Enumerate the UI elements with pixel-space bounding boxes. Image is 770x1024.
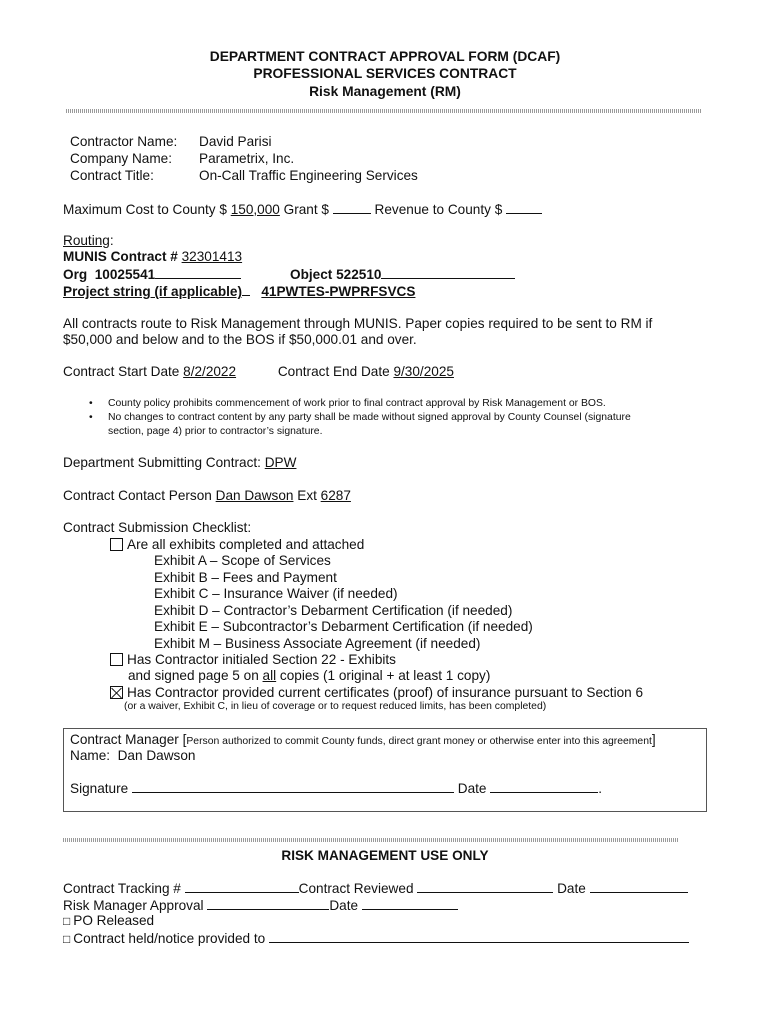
insurance-note: (or a waiver, Exhibit C, in lieu of coverage or to request reduced limits, has been completed) bbox=[124, 701, 547, 712]
contact-ext-value: 6287 bbox=[320, 488, 351, 503]
tracking-blank[interactable] bbox=[185, 880, 299, 893]
end-date-label: Contract End Date bbox=[277, 364, 390, 379]
manager-line bbox=[70, 732, 656, 749]
checklist-item-exhibits bbox=[110, 537, 364, 554]
object-line bbox=[290, 266, 515, 284]
manager-name-label: Name: bbox=[70, 748, 111, 763]
bullet-dot-1: • bbox=[89, 398, 93, 409]
signature-label: Signature bbox=[70, 781, 129, 796]
exhibit-b: Exhibit B – Fees and Payment bbox=[154, 570, 337, 585]
manager-name-line bbox=[70, 748, 195, 765]
exhibit-e: Exhibit E – Subcontractor’s Debarment Certification (if needed) bbox=[154, 619, 533, 634]
approval-date-blank[interactable] bbox=[362, 897, 458, 910]
manager-note: Person authorized to commit County funds, direct grant money or otherwise enter into this agreement bbox=[186, 736, 652, 747]
project-blank bbox=[242, 283, 250, 296]
department-label: Department Submitting Contract: bbox=[63, 455, 261, 470]
exhibit-d: Exhibit D – Contractor’s Debarment Certification (if needed) bbox=[154, 603, 513, 618]
route-note-line1: All contracts route to Risk Management through MUNIS. Paper copies required to be sent to RM if bbox=[63, 316, 653, 331]
tracking-date-blank[interactable] bbox=[590, 880, 688, 893]
munis-value: 32301413 bbox=[181, 249, 243, 264]
approval-line bbox=[63, 897, 458, 915]
revenue-blank[interactable] bbox=[506, 201, 542, 214]
contract-held-blank[interactable] bbox=[269, 930, 689, 943]
revenue-label: Revenue to County $ bbox=[374, 202, 503, 217]
company-name-label: Company Name: bbox=[70, 151, 172, 166]
contract-held-line bbox=[63, 930, 689, 948]
object-label: Object 522510 bbox=[290, 267, 382, 282]
approval-date-label: Date bbox=[329, 898, 359, 913]
approval-blank[interactable] bbox=[207, 897, 329, 910]
end-date-value: 9/30/2025 bbox=[393, 364, 454, 379]
initialed-line2 bbox=[128, 668, 490, 685]
project-line bbox=[63, 283, 415, 301]
reviewed-blank[interactable] bbox=[417, 880, 553, 893]
tracking-label: Contract Tracking # bbox=[63, 881, 181, 896]
exhibits-label: Are all exhibits completed and attached bbox=[127, 537, 365, 552]
initialed-line2-pre: and signed page 5 on bbox=[128, 668, 263, 683]
object-blank[interactable] bbox=[381, 266, 515, 279]
insurance-label: Has Contractor provided current certificates (proof) of insurance pursuant to Section 6 bbox=[127, 685, 644, 700]
divider-hatch-top bbox=[66, 109, 702, 113]
exhibits-checkbox[interactable] bbox=[110, 538, 123, 551]
initialed-line2-all: all bbox=[262, 668, 277, 683]
routing-label: Routing bbox=[63, 233, 110, 248]
signature-line bbox=[70, 780, 602, 798]
route-note-line2: $50,000 and below and to the BOS if $50,000.01 and over. bbox=[63, 332, 417, 347]
exhibit-c: Exhibit C – Insurance Waiver (if needed) bbox=[154, 586, 398, 601]
initialed-line2-post: copies (1 original + at least 1 copy) bbox=[276, 668, 491, 683]
initialed-label: Has Contractor initialed Section 22 - Exhibits bbox=[127, 652, 396, 667]
form-title: DEPARTMENT CONTRACT APPROVAL FORM (DCAF) bbox=[209, 49, 561, 64]
grant-blank[interactable] bbox=[333, 201, 371, 214]
checklist-heading: Contract Submission Checklist: bbox=[63, 520, 252, 535]
form-subtitle: PROFESSIONAL SERVICES CONTRACT bbox=[253, 66, 517, 81]
manager-name-value: Dan Dawson bbox=[117, 748, 196, 763]
manager-date-blank[interactable] bbox=[490, 780, 598, 793]
munis-line bbox=[63, 249, 282, 266]
project-label: Project string (if applicable) bbox=[63, 284, 243, 299]
contractor-name-value: David Parisi bbox=[199, 134, 272, 149]
exhibit-m: Exhibit M – Business Associate Agreement (if needed) bbox=[154, 636, 481, 651]
insurance-checkbox[interactable] bbox=[110, 686, 123, 699]
contract-held-checkbox[interactable]: □ bbox=[63, 932, 71, 946]
cost-line bbox=[63, 201, 542, 219]
max-cost-label: Maximum Cost to County $ bbox=[63, 202, 227, 217]
po-released-label: PO Released bbox=[73, 913, 155, 928]
org-blank[interactable] bbox=[155, 266, 241, 279]
tracking-line bbox=[63, 880, 688, 898]
contract-title-value: On-Call Traffic Engineering Services bbox=[199, 168, 418, 183]
project-value: 41PWTES-PWPRFSVCS bbox=[261, 284, 416, 299]
contract-title-label: Contract Title: bbox=[70, 168, 154, 183]
manager-close: ] bbox=[651, 732, 656, 747]
max-cost-value: 150,000 bbox=[230, 202, 280, 217]
org-value: 10025541 bbox=[94, 267, 156, 282]
manager-date-label: Date bbox=[457, 781, 487, 796]
dates-line bbox=[63, 364, 492, 381]
contractor-name-label: Contractor Name: bbox=[70, 134, 178, 149]
po-released-checkbox[interactable]: □ bbox=[63, 914, 71, 928]
signature-blank[interactable] bbox=[132, 780, 454, 793]
company-name-value: Parametrix, Inc. bbox=[199, 151, 295, 166]
reviewed-label: Contract Reviewed bbox=[298, 881, 414, 896]
start-date-value: 8/2/2022 bbox=[183, 364, 237, 379]
grant-label: Grant $ bbox=[283, 202, 329, 217]
policy-bullet-2-line1: No changes to contract content by any party shall be made without signed approval by County Counsel (signature bbox=[108, 412, 631, 423]
contact-ext-label: Ext bbox=[297, 488, 317, 503]
po-released-line bbox=[63, 913, 154, 930]
contact-line bbox=[63, 488, 351, 505]
munis-label: MUNIS Contract # bbox=[63, 249, 178, 264]
contact-name: Dan Dawson bbox=[215, 488, 294, 503]
checklist-item-initialed bbox=[110, 652, 396, 669]
bullet-dot-2: • bbox=[89, 412, 93, 423]
org-line bbox=[63, 266, 241, 284]
policy-bullet-2-line2: section, page 4) prior to contractor’s signature. bbox=[108, 426, 323, 437]
divider-hatch-bottom bbox=[63, 838, 679, 842]
policy-bullet-1: County policy prohibits commencement of work prior to final contract approval by Risk Management or BOS. bbox=[108, 398, 606, 409]
department-value: DPW bbox=[264, 455, 297, 470]
initialed-checkbox[interactable] bbox=[110, 653, 123, 666]
manager-label: Contract Manager [ bbox=[70, 732, 187, 747]
contact-label: Contract Contact Person bbox=[63, 488, 212, 503]
risk-heading: RISK MANAGEMENT USE ONLY bbox=[281, 848, 489, 863]
start-date-label: Contract Start Date bbox=[63, 364, 180, 379]
routing-heading: Routing: bbox=[63, 233, 114, 248]
department-line bbox=[63, 455, 296, 472]
manager-date-end: . bbox=[598, 781, 603, 796]
form-section-title: Risk Management (RM) bbox=[309, 84, 461, 99]
tracking-date-label: Date bbox=[557, 881, 586, 896]
contract-held-label: Contract held/notice provided to bbox=[73, 931, 266, 946]
approval-label: Risk Manager Approval bbox=[63, 898, 204, 913]
org-label: Org bbox=[63, 267, 88, 282]
exhibit-a: Exhibit A – Scope of Services bbox=[154, 553, 331, 568]
